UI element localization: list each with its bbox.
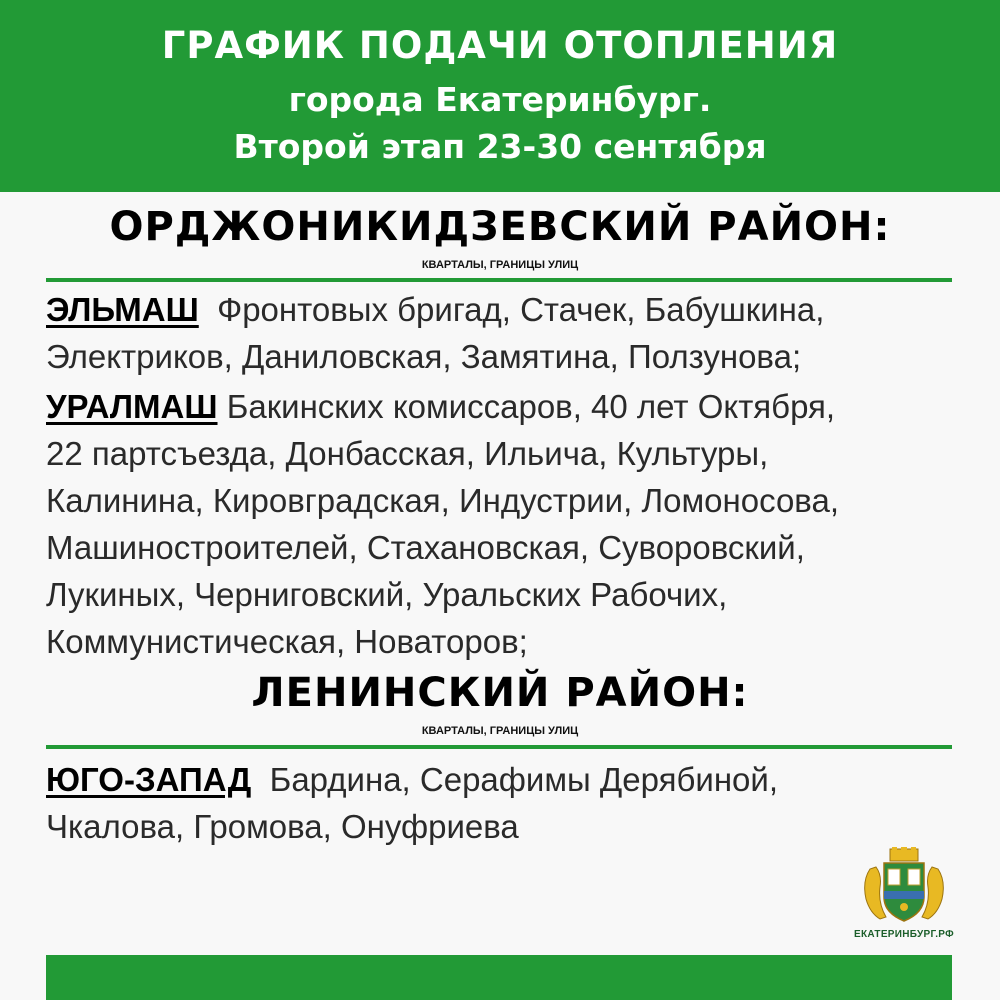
district-subtitle: КВАРТАЛЫ, ГРАНИЦЫ УЛИЦ bbox=[421, 259, 579, 271]
section-line: Чкалова, Громова, Онуфриева bbox=[46, 808, 519, 845]
district-title-ordzhonikidzevsky: ОРДЖОНИКИДЗЕВСКИЙ РАЙОН: bbox=[109, 204, 891, 250]
divider bbox=[46, 278, 952, 282]
section-uralmash bbox=[46, 383, 946, 665]
section-label: УРАЛМАШ bbox=[46, 388, 218, 425]
section-line: ЮГО-ЗАПАД Бардина, Серафимы Дерябиной, bbox=[46, 761, 778, 798]
city-logo bbox=[844, 847, 964, 957]
section-yugo-zapad bbox=[46, 756, 946, 850]
section-label: ЭЛЬМАШ bbox=[46, 291, 199, 328]
section-line: Лукиных, Черниговский, Уральских Рабочих, bbox=[46, 576, 728, 613]
divider bbox=[46, 745, 952, 749]
section-line: ЭЛЬМАШ Фронтовых бригад, Стачек, Бабушкина, bbox=[46, 291, 825, 328]
district-subtitle: КВАРТАЛЫ, ГРАНИЦЫ УЛИЦ bbox=[421, 725, 579, 737]
coat-of-arms-icon bbox=[856, 847, 952, 925]
header-stage: Второй этап 23-30 сентября bbox=[233, 127, 767, 166]
footer-bar bbox=[46, 955, 952, 1000]
section-line: Коммунистическая, Новаторов; bbox=[46, 623, 528, 660]
district-title-leninsky: ЛЕНИНСКИЙ РАЙОН: bbox=[251, 670, 749, 716]
section-line: Электриков, Даниловская, Замятина, Ползунова; bbox=[46, 338, 802, 375]
section-line: Калинина, Кировградская, Индустрии, Ломоносова, bbox=[46, 482, 839, 519]
header-city: города Екатеринбург. bbox=[288, 80, 712, 119]
section-elmash bbox=[46, 286, 946, 380]
section-line: 22 партсъезда, Донбасская, Ильича, Культуры, bbox=[46, 435, 769, 472]
header-title: ГРАФИК ПОДАЧИ ОТОПЛЕНИЯ bbox=[161, 24, 839, 67]
section-line: Машиностроителей, Стахановская, Суворовский, bbox=[46, 529, 805, 566]
section-line: УРАЛМАШ Бакинских комиссаров, 40 лет Октября, bbox=[46, 388, 836, 425]
section-label: ЮГО-ЗАПАД bbox=[46, 761, 252, 798]
header-banner bbox=[0, 0, 1000, 192]
logo-text: ЕКАТЕРИНБУРГ.РФ bbox=[854, 929, 954, 940]
